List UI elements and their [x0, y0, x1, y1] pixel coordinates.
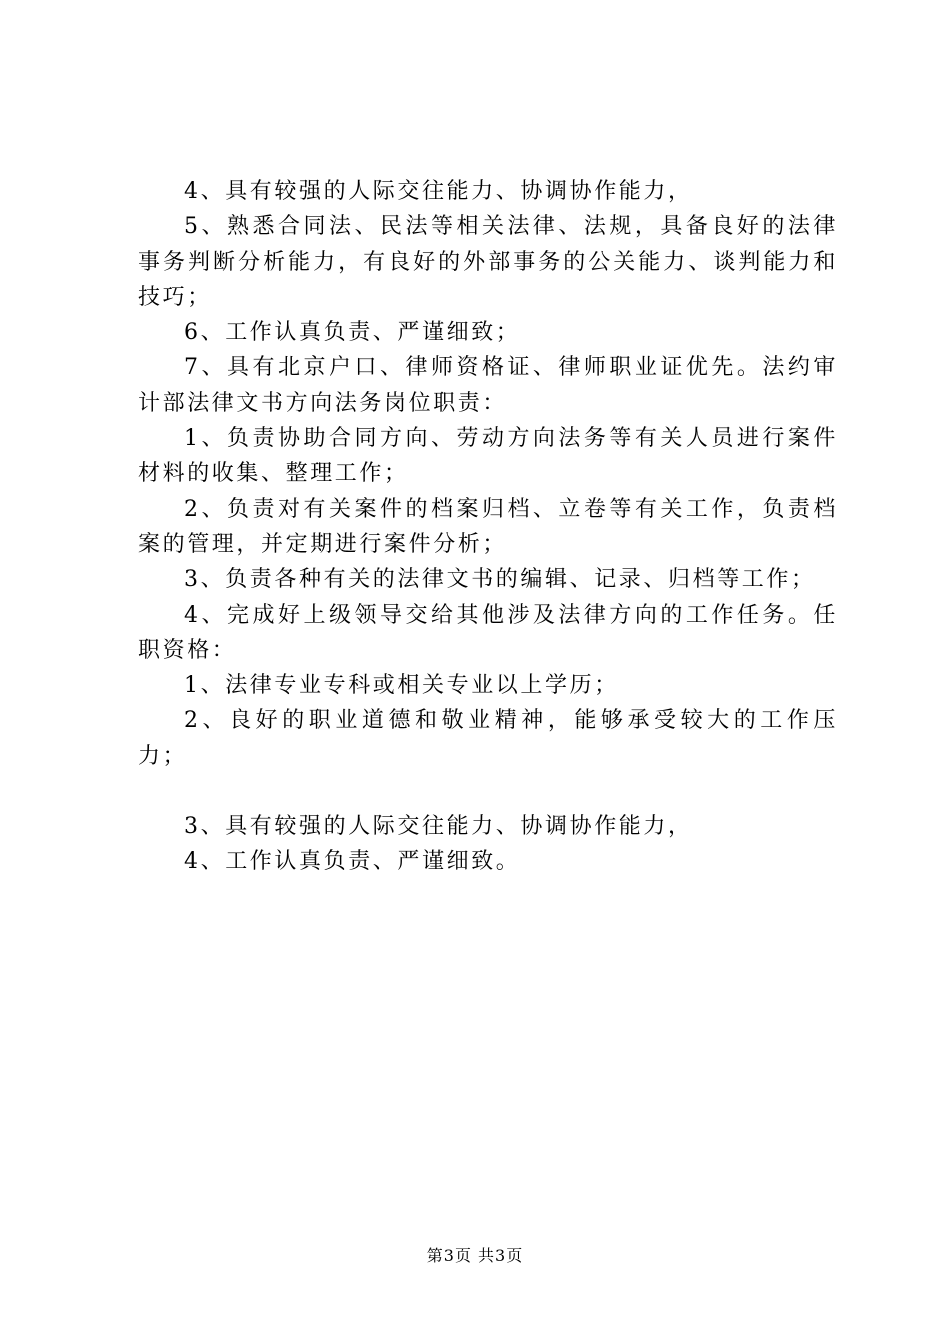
paragraph: 2、负责对有关案件的档案归档、立卷等有关工作，负责档案的管理，并定期进行案件分析； — [138, 496, 838, 557]
paragraph: 4、工作认真负责、严谨细致。 — [184, 849, 521, 875]
paragraph: 4、完成好上级领导交给其他涉及法律方向的工作任务。任职资格： — [138, 602, 838, 663]
paragraph: 2、良好的职业道德和敬业精神，能够承受较大的工作压力； — [138, 708, 838, 769]
page-footer — [0, 1243, 950, 1266]
document-body — [138, 174, 838, 880]
paragraph: 5、熟悉合同法、民法等相关法律、法规，具备良好的法律事务判断分析能力，有良好的外部事务的公关能力、谈判能力和技巧； — [138, 214, 838, 310]
paragraph: 1、法律专业专科或相关专业以上学历； — [184, 673, 619, 699]
paragraph: 3、具有较强的人际交往能力、协调协作能力， — [184, 814, 693, 840]
paragraph: 7、具有北京户口、律师资格证、律师职业证优先。法约审计部法律文书方向法务岗位职责： — [138, 355, 838, 416]
paragraph: 3、负责各种有关的法律文书的编辑、记录、归档等工作； — [184, 567, 816, 593]
paragraph: 4、具有较强的人际交往能力、协调协作能力， — [184, 179, 693, 204]
paragraph: 1、负责协助合同方向、劳动方向法务等有关人员进行案件材料的收集、整理工作； — [138, 426, 838, 487]
page-number-label: 第3页 共3页 — [426, 1246, 524, 1265]
paragraph: 6、工作认真负责、严谨细致； — [184, 320, 521, 346]
